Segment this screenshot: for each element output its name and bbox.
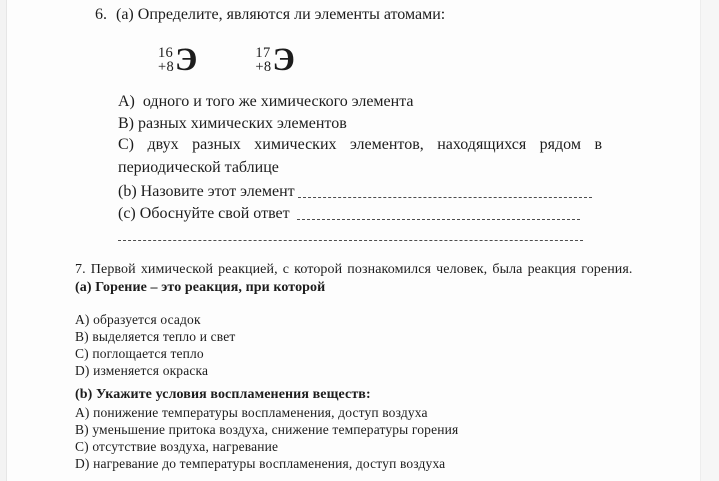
q6-option-c-line2: периодической таблице bbox=[118, 159, 279, 176]
q7-part-b-heading: (b) Укажите условия воспламенения веществ: bbox=[75, 387, 371, 402]
q7b-option-b: B) уменьшение притока воздуха, снижение температуры горения bbox=[75, 422, 459, 437]
q6-part-b-row bbox=[118, 183, 592, 201]
q6-part-c-row bbox=[118, 205, 580, 223]
question7-intro: 7. Первой химической реакцией, с которой познакомился человек, была реакция горения. bbox=[75, 262, 633, 277]
isotope-17-mass: 17 bbox=[255, 45, 271, 61]
q6-option-a: A) одного и того же химического элемента bbox=[118, 93, 414, 110]
isotope-17-charge: +8 bbox=[255, 59, 272, 75]
q6-part-c-label: (c) Обоснуйте свой ответ bbox=[118, 205, 294, 222]
q7b-option-a: A) понижение температуры воспламенения, доступ воздуха bbox=[75, 405, 428, 420]
q7a-option-b: B) выделяется тепло и свет bbox=[75, 329, 236, 344]
q7b-option-c: C) отсутствие воздуха, нагревание bbox=[75, 439, 279, 454]
q7a-option-d: D) изменяется окраска bbox=[75, 363, 209, 378]
page-right-edge bbox=[700, 0, 719, 481]
question6-number: 6. bbox=[95, 6, 107, 23]
q7-part-a-options bbox=[75, 311, 235, 379]
isotope-17-indices bbox=[255, 46, 271, 74]
q6-part-b-answer-blank bbox=[298, 197, 592, 198]
question6-prompt: (а) Определите, являются ли элементы атомами: bbox=[116, 6, 446, 23]
q6-part-b-label: (b) Назовите этот элемент bbox=[118, 183, 295, 200]
q7-part-a-heading: (а) Горение – это реакция, при которой bbox=[75, 280, 326, 295]
isotope-17 bbox=[255, 42, 295, 78]
isotope-16 bbox=[158, 42, 198, 78]
q6-extra-answer-line bbox=[118, 240, 583, 241]
isotope-17-symbol: Э bbox=[272, 42, 295, 78]
q6-option-b: B) разных химических элементов bbox=[118, 115, 347, 132]
isotope-16-indices bbox=[158, 46, 174, 74]
q7a-option-c: C) поглощается тепло bbox=[75, 346, 204, 361]
question6-heading bbox=[95, 6, 445, 24]
q6-part-c-answer-blank bbox=[297, 219, 580, 220]
isotope-group bbox=[158, 42, 295, 78]
isotope-16-mass: 16 bbox=[158, 45, 174, 61]
q7-part-b-options bbox=[75, 404, 458, 472]
page-left-edge bbox=[0, 0, 7, 481]
isotope-16-symbol: Э bbox=[175, 42, 198, 78]
q6-option-c-line1: C) двух разных химических элементов, находящихся рядом в bbox=[118, 136, 602, 153]
isotope-16-charge: +8 bbox=[158, 59, 175, 75]
q7b-option-d: D) нагревание до температуры воспламенения, доступ воздуха bbox=[75, 456, 446, 471]
q7a-option-a: A) образуется осадок bbox=[75, 312, 201, 327]
